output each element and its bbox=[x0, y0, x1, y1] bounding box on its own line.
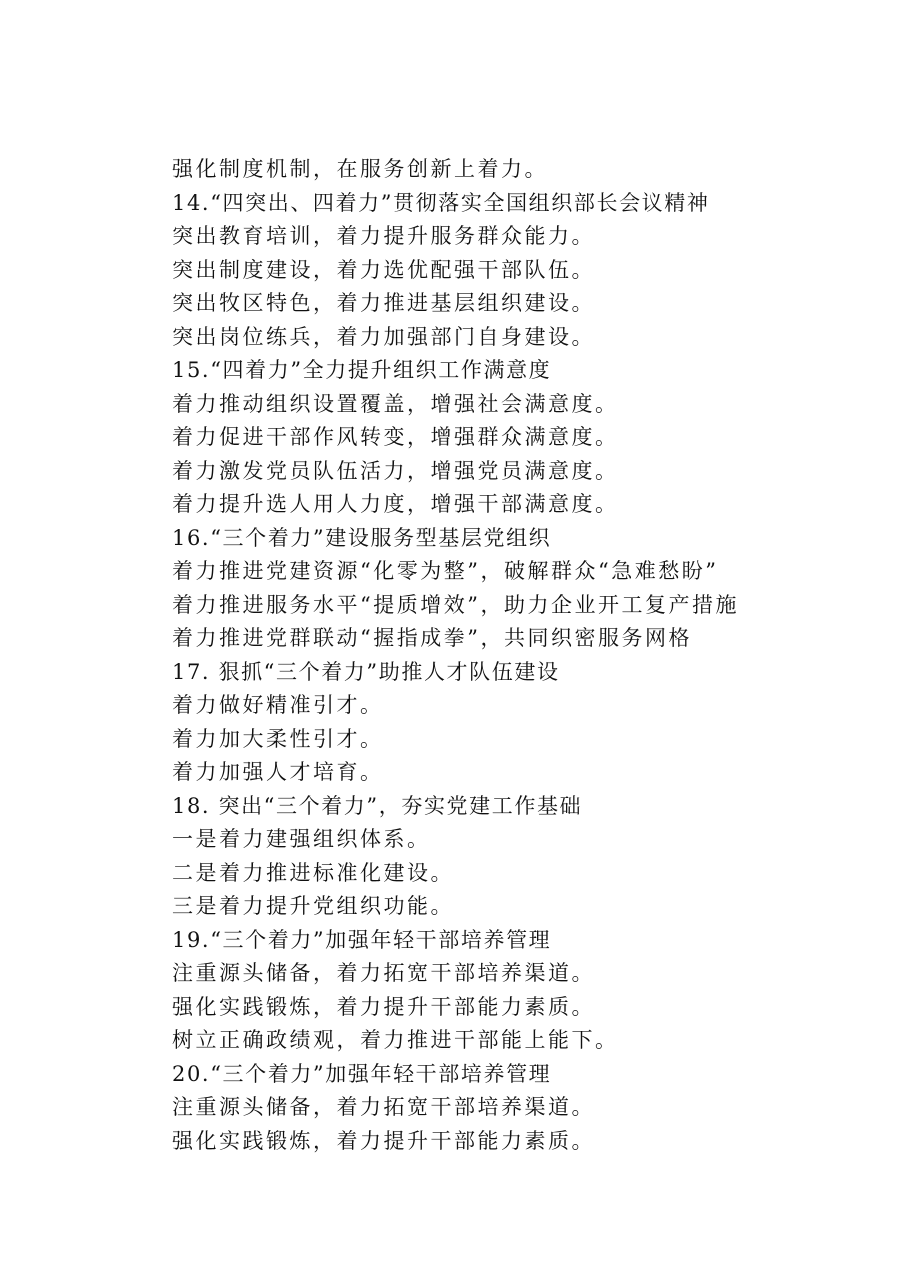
section-heading: 17. 狠抓“三个着力”助推人才队伍建设 bbox=[172, 659, 560, 684]
body-line: 突出教育培训，着力提升服务群众能力。 bbox=[172, 224, 595, 248]
body-line: 突出岗位练兵，着力加强部门自身建设。 bbox=[172, 324, 595, 349]
section-heading: 20.“三个着力”加强年轻干部培养管理 bbox=[172, 1061, 552, 1086]
body-line: 强化实践锻炼，着力提升干部能力素质。 bbox=[172, 994, 595, 1019]
body-line: 着力推进党建资源“化零为整”，破解群众“急难愁盼” bbox=[172, 559, 719, 583]
body-line: 强化制度机制，在服务创新上着力。 bbox=[172, 157, 548, 181]
body-line: 着力加强人才培育。 bbox=[172, 760, 384, 784]
body-line: 着力推进党群联动“握指成拳”，共同织密服务网格 bbox=[172, 626, 692, 650]
body-line: 着力提升选人用人力度，增强干部满意度。 bbox=[172, 492, 619, 516]
body-line: 强化实践锻炼，着力提升干部能力素质。 bbox=[172, 1128, 595, 1153]
body-line: 一是着力建强组织体系。 bbox=[172, 827, 431, 851]
body-line: 着力促进干部作风转变，增强群众满意度。 bbox=[172, 425, 619, 449]
body-line: 着力做好精准引才。 bbox=[172, 693, 384, 717]
body-line: 着力推进服务水平“提质增效”，助力企业开工复产措施 bbox=[172, 592, 739, 617]
body-line: 着力推动组织设置覆盖，增强社会满意度。 bbox=[172, 391, 619, 416]
body-line: 突出制度建设，着力选优配强干部队伍。 bbox=[172, 257, 595, 282]
section-heading: 15.“四着力”全力提升组织工作满意度 bbox=[172, 358, 552, 382]
section-heading: 16.“三个着力”建设服务型基层党组织 bbox=[172, 525, 552, 550]
body-line: 三是着力提升党组织功能。 bbox=[172, 894, 454, 918]
section-heading: 18. 突出“三个着力”，夯实党建工作基础 bbox=[172, 793, 583, 818]
body-line: 树立正确政绩观，着力推进干部能上能下。 bbox=[172, 1028, 619, 1052]
body-line: 注重源头储备，着力拓宽干部培养渠道。 bbox=[172, 1095, 595, 1119]
document-body bbox=[172, 153, 872, 1158]
section-heading: 14.“四突出、四着力”贯彻落实全国组织部长会议精神 bbox=[172, 190, 710, 215]
body-line: 着力加大柔性引才。 bbox=[172, 726, 384, 751]
body-line: 突出牧区特色，着力推进基层组织建设。 bbox=[172, 291, 595, 315]
section-heading: 19.“三个着力”加强年轻干部培养管理 bbox=[172, 927, 552, 952]
body-line: 着力激发党员队伍活力，增强党员满意度。 bbox=[172, 458, 619, 483]
body-line: 二是着力推进标准化建设。 bbox=[172, 860, 454, 885]
body-line: 注重源头储备，着力拓宽干部培养渠道。 bbox=[172, 961, 595, 985]
